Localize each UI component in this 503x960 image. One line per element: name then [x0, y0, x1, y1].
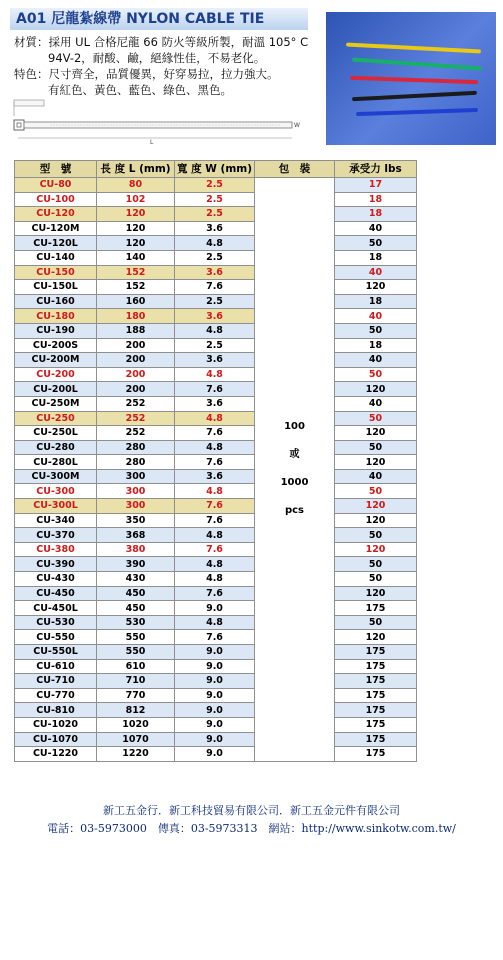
cell-width: 7.6: [175, 382, 255, 397]
table-row: [15, 455, 417, 470]
cell-length: 120: [97, 207, 175, 222]
cell-tensile: 175: [335, 747, 417, 762]
header-width: 寬 度 W (mm): [175, 161, 255, 178]
cell-model: CU-250: [15, 411, 97, 426]
cell-length: 300: [97, 499, 175, 514]
cell-tensile: 18: [335, 294, 417, 309]
table-row: [15, 382, 417, 397]
cell-width: 4.8: [175, 411, 255, 426]
cell-length: 430: [97, 572, 175, 587]
cell-length: 450: [97, 586, 175, 601]
table-row: [15, 586, 417, 601]
table-row: [15, 601, 417, 616]
table-row: [15, 513, 417, 528]
cell-length: 350: [97, 513, 175, 528]
cell-model: CU-710: [15, 674, 97, 689]
cable-tie-photo: [326, 12, 496, 145]
header-packaging: 包 裝: [255, 161, 335, 178]
material-line-2: 94V-2，耐酸、鹼，絕緣性佳，不易老化。: [48, 51, 266, 65]
cell-length: 610: [97, 659, 175, 674]
table-row: [15, 411, 417, 426]
cell-length: 550: [97, 645, 175, 660]
table-row: [15, 528, 417, 543]
cell-model: CU-770: [15, 688, 97, 703]
table-row: [15, 323, 417, 338]
table-header-row: [15, 161, 417, 178]
cell-width: 2.5: [175, 192, 255, 207]
cell-tensile: 175: [335, 688, 417, 703]
tie-blue: [356, 108, 478, 116]
cell-model: CU-810: [15, 703, 97, 718]
cell-width: 9.0: [175, 732, 255, 747]
cell-tensile: 17: [335, 178, 417, 193]
cell-model: CU-200S: [15, 338, 97, 353]
cell-tensile: 40: [335, 396, 417, 411]
cell-width: 4.8: [175, 323, 255, 338]
cell-model: CU-100: [15, 192, 97, 207]
cell-tensile: 120: [335, 630, 417, 645]
feature-line-1: 特色：尺寸齊全，品質優異，好穿易拉，拉力強大。: [14, 67, 279, 81]
table-row: [15, 469, 417, 484]
feature-line-2: 有紅色、黃色、藍色、綠色、黑色。: [48, 83, 232, 97]
cell-tensile: 50: [335, 411, 417, 426]
table-row: [15, 572, 417, 587]
cell-tensile: 175: [335, 659, 417, 674]
cell-tensile: 175: [335, 732, 417, 747]
cell-width: 4.8: [175, 557, 255, 572]
cell-tensile: 40: [335, 309, 417, 324]
cell-model: CU-340: [15, 513, 97, 528]
cell-tensile: 40: [335, 265, 417, 280]
cell-model: CU-180: [15, 309, 97, 324]
cell-model: CU-160: [15, 294, 97, 309]
table-row: [15, 265, 417, 280]
cell-tensile: 120: [335, 513, 417, 528]
footer-companies: 新工五金行．新工科技貿易有限公司．新工五金元件有限公司: [103, 804, 400, 817]
table-row: [15, 674, 417, 689]
cell-length: 300: [97, 484, 175, 499]
cell-length: 252: [97, 411, 175, 426]
cell-model: CU-140: [15, 250, 97, 265]
cell-width: 3.6: [175, 396, 255, 411]
cell-width: 4.8: [175, 615, 255, 630]
cell-model: CU-120: [15, 207, 97, 222]
cell-width: 4.8: [175, 572, 255, 587]
table-row: [15, 688, 417, 703]
cell-length: 180: [97, 309, 175, 324]
table-row: [15, 221, 417, 236]
diagram-w-label: W: [294, 122, 300, 129]
cell-length: 812: [97, 703, 175, 718]
page-title: A01 尼龍紮線帶 NYLON CABLE TIE: [10, 8, 308, 30]
table-row: [15, 426, 417, 441]
cell-width: 9.0: [175, 674, 255, 689]
cell-model: CU-200: [15, 367, 97, 382]
cell-model: CU-450: [15, 586, 97, 601]
cell-width: 3.6: [175, 469, 255, 484]
cell-model: CU-120L: [15, 236, 97, 251]
cell-tensile: 120: [335, 280, 417, 295]
cell-model: CU-450L: [15, 601, 97, 616]
cell-tensile: 50: [335, 572, 417, 587]
table-row: [15, 484, 417, 499]
cell-tensile: 120: [335, 382, 417, 397]
table-row: [15, 236, 417, 251]
tie-black: [352, 91, 477, 102]
table-row: [15, 499, 417, 514]
cell-model: CU-550L: [15, 645, 97, 660]
spec-table: [14, 160, 417, 762]
cell-tensile: 120: [335, 586, 417, 601]
cell-model: CU-150: [15, 265, 97, 280]
cell-width: 4.8: [175, 236, 255, 251]
cell-tensile: 50: [335, 367, 417, 382]
cell-length: 200: [97, 338, 175, 353]
cell-width: 7.6: [175, 280, 255, 295]
cell-tensile: 175: [335, 703, 417, 718]
cell-model: CU-190: [15, 323, 97, 338]
packaging-line: pcs: [284, 505, 305, 517]
cell-width: 9.0: [175, 601, 255, 616]
cell-tensile: 120: [335, 499, 417, 514]
cell-width: 7.6: [175, 586, 255, 601]
cell-tensile: 40: [335, 469, 417, 484]
cell-length: 770: [97, 688, 175, 703]
cell-tensile: 50: [335, 323, 417, 338]
cell-length: 200: [97, 353, 175, 368]
cell-length: 550: [97, 630, 175, 645]
cell-width: 7.6: [175, 426, 255, 441]
table-row: [15, 250, 417, 265]
cell-length: 1220: [97, 747, 175, 762]
cell-tensile: 50: [335, 440, 417, 455]
cell-model: CU-300L: [15, 499, 97, 514]
cell-model: CU-200L: [15, 382, 97, 397]
cell-model: CU-610: [15, 659, 97, 674]
cell-model: CU-200M: [15, 353, 97, 368]
cell-width: 4.8: [175, 367, 255, 382]
cell-length: 368: [97, 528, 175, 543]
table-row: [15, 367, 417, 382]
cell-length: 1020: [97, 717, 175, 732]
cell-model: CU-80: [15, 178, 97, 193]
cell-length: 530: [97, 615, 175, 630]
tie-green: [352, 57, 482, 70]
cell-width: 7.6: [175, 513, 255, 528]
cell-model: CU-120M: [15, 221, 97, 236]
cell-model: CU-1220: [15, 747, 97, 762]
table-row: [15, 207, 417, 222]
cell-tensile: 50: [335, 615, 417, 630]
cell-model: CU-300M: [15, 469, 97, 484]
cell-model: CU-550: [15, 630, 97, 645]
table-row: [15, 645, 417, 660]
cell-width: 9.0: [175, 703, 255, 718]
cell-model: CU-380: [15, 542, 97, 557]
packaging-line: 100: [284, 421, 305, 433]
cell-tensile: 120: [335, 426, 417, 441]
cell-tensile: 175: [335, 645, 417, 660]
header-model: 型 號: [15, 161, 97, 178]
cell-tensile: 40: [335, 353, 417, 368]
cell-tensile: 50: [335, 484, 417, 499]
cell-model: CU-1070: [15, 732, 97, 747]
cell-length: 152: [97, 280, 175, 295]
cell-width: 2.5: [175, 178, 255, 193]
cell-length: 280: [97, 455, 175, 470]
cell-width: 9.0: [175, 747, 255, 762]
cell-model: CU-390: [15, 557, 97, 572]
cell-length: 188: [97, 323, 175, 338]
table-row: [15, 396, 417, 411]
table-row: [15, 615, 417, 630]
table-row: [15, 542, 417, 557]
cell-tensile: 50: [335, 528, 417, 543]
cell-length: 1070: [97, 732, 175, 747]
cell-model: CU-370: [15, 528, 97, 543]
cell-width: 7.6: [175, 499, 255, 514]
material-line-1: 材質：採用 UL 合格尼龍 66 防火等級所製，耐溫 105° C: [14, 35, 309, 49]
cell-tensile: 175: [335, 674, 417, 689]
cell-length: 80: [97, 178, 175, 193]
cell-length: 200: [97, 367, 175, 382]
cell-tensile: 18: [335, 338, 417, 353]
cell-width: 7.6: [175, 455, 255, 470]
table-row: [15, 294, 417, 309]
cell-tensile: 18: [335, 207, 417, 222]
table-row: [15, 703, 417, 718]
table-row: [15, 747, 417, 762]
cell-model: CU-280L: [15, 455, 97, 470]
cell-width: 7.6: [175, 542, 255, 557]
header-tensile: 承受力 lbs: [335, 161, 417, 178]
cell-model: CU-300: [15, 484, 97, 499]
table-row: [15, 732, 417, 747]
table-row: [15, 659, 417, 674]
table-body: [15, 178, 417, 762]
packaging-line: 1000: [280, 477, 309, 489]
cell-width: 9.0: [175, 645, 255, 660]
table-row: [15, 309, 417, 324]
table-row: [15, 338, 417, 353]
cell-length: 140: [97, 250, 175, 265]
cell-length: 380: [97, 542, 175, 557]
cell-width: 3.6: [175, 221, 255, 236]
table-row: [15, 280, 417, 295]
cell-length: 120: [97, 236, 175, 251]
cell-model: CU-430: [15, 572, 97, 587]
cell-width: 9.0: [175, 659, 255, 674]
cell-width: 2.5: [175, 207, 255, 222]
cell-tensile: 50: [335, 557, 417, 572]
cell-tensile: 120: [335, 455, 417, 470]
cell-length: 390: [97, 557, 175, 572]
cell-length: 450: [97, 601, 175, 616]
table-row: [15, 178, 417, 193]
diagram-l-label: L: [150, 139, 154, 144]
tie-red: [350, 76, 478, 84]
cell-model: CU-1020: [15, 717, 97, 732]
table-row: [15, 440, 417, 455]
footer-contact: 電話：03-5973000 傳真：03-5973313 網站：http://www.sinkotw.com.tw/: [47, 822, 456, 835]
cell-tensile: 40: [335, 221, 417, 236]
cell-length: 160: [97, 294, 175, 309]
cell-model: CU-250M: [15, 396, 97, 411]
cell-length: 252: [97, 396, 175, 411]
cell-length: 102: [97, 192, 175, 207]
cell-width: 2.5: [175, 294, 255, 309]
cell-tensile: 18: [335, 192, 417, 207]
cell-width: 2.5: [175, 338, 255, 353]
cell-tensile: 175: [335, 601, 417, 616]
header-length: 長 度 L (mm): [97, 161, 175, 178]
cell-tensile: 175: [335, 717, 417, 732]
cell-length: 120: [97, 221, 175, 236]
tie-yellow: [346, 42, 481, 53]
cell-model: CU-530: [15, 615, 97, 630]
cell-length: 300: [97, 469, 175, 484]
cell-width: 3.6: [175, 265, 255, 280]
cell-tensile: 18: [335, 250, 417, 265]
table-row: [15, 353, 417, 368]
cable-tie-diagram: [10, 94, 300, 144]
cell-tensile: 120: [335, 542, 417, 557]
cell-width: 3.6: [175, 353, 255, 368]
cell-length: 252: [97, 426, 175, 441]
cell-length: 710: [97, 674, 175, 689]
cell-width: 4.8: [175, 440, 255, 455]
cell-width: 2.5: [175, 250, 255, 265]
table-row: [15, 630, 417, 645]
cell-model: CU-250L: [15, 426, 97, 441]
cell-width: 4.8: [175, 484, 255, 499]
cell-width: 9.0: [175, 717, 255, 732]
table-row: [15, 717, 417, 732]
table-row: [15, 557, 417, 572]
cell-length: 200: [97, 382, 175, 397]
cell-width: 3.6: [175, 309, 255, 324]
cell-model: CU-150L: [15, 280, 97, 295]
cell-width: 9.0: [175, 688, 255, 703]
cell-width: 4.8: [175, 528, 255, 543]
cell-length: 280: [97, 440, 175, 455]
cell-model: CU-280: [15, 440, 97, 455]
cell-packaging: [255, 178, 335, 762]
cell-tensile: 50: [335, 236, 417, 251]
cell-length: 152: [97, 265, 175, 280]
packaging-line: 或: [289, 449, 300, 461]
table-row: [15, 192, 417, 207]
cell-width: 7.6: [175, 630, 255, 645]
